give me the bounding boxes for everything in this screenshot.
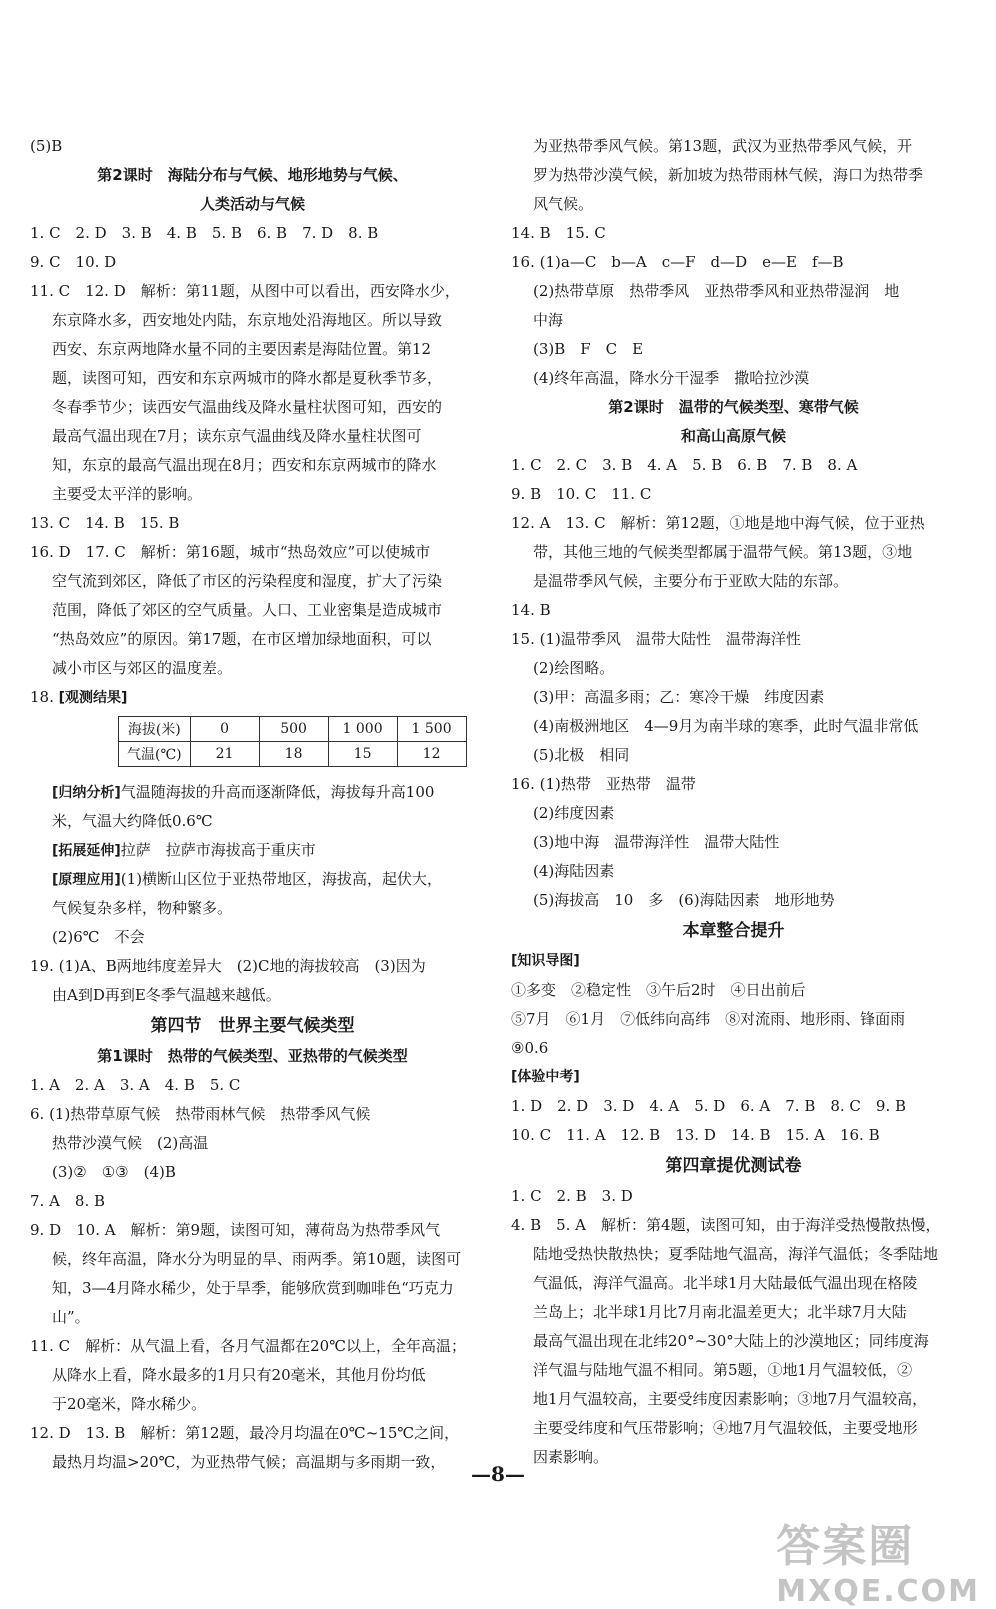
- table-cell: 21: [190, 742, 259, 767]
- answer-line: 热带沙漠气候 (2)高温: [52, 1134, 209, 1152]
- answer-line: 9. D 10. A 解析：第9题，读图可知，薄荷岛为热带季风气: [30, 1221, 441, 1239]
- table-cell: 15: [328, 742, 397, 767]
- test-heading: 第四章提优测试卷: [665, 1156, 802, 1176]
- answer-line: [30, 683, 475, 712]
- table-cell: 12: [397, 742, 466, 767]
- answer-line: 山”。: [52, 1308, 90, 1326]
- answer-line: 风气候。: [533, 195, 594, 213]
- answer-line: 16. (1)a—C b—A c—F d—D e—E f—B: [511, 253, 844, 271]
- answer-line: (3)地中海 温带海洋性 温带大陆性: [533, 833, 780, 851]
- watermark: [776, 1510, 980, 1609]
- answer-line: 12. A 13. C 解析：第12题，①地是地中海气候，位于亚热: [511, 514, 925, 532]
- answer-line: 主要受纬度和气压带影响；④地7月气温较低，主要受地形: [533, 1419, 918, 1437]
- answer-line: 是温带季风气候，主要分布于亚欧大陆的东部。: [533, 572, 849, 590]
- answer-line: (2)热带草原 热带季风 亚热带季风和亚热带湿润 地: [533, 282, 900, 300]
- table-row: [119, 717, 467, 742]
- answer-line: 11. C 12. D 解析：第11题，从图中可以看出，西安降水少，: [30, 282, 460, 300]
- answer-line: 于20毫米，降水稀少。: [52, 1395, 207, 1413]
- table-row: [119, 742, 467, 767]
- answer-line: (4)南极洲地区 4—9月为南半球的寒季，此时气温非常低: [533, 717, 919, 735]
- answer-line: 带，其他三地的气候类型都属于温带气候。第13题，③地: [533, 543, 913, 561]
- answer-text: 气温随海拔的升高而逐渐降低，海拔每升高100: [120, 783, 435, 801]
- answer-line: 16. D 17. C 解析：第16题，城市“热岛效应”可以使城市: [30, 543, 431, 561]
- answer-line: 空气流到郊区，降低了市区的污染程度和湿度，扩大了污染: [52, 572, 443, 590]
- answer-line: (3)B F C E: [533, 340, 644, 358]
- answer-line: 11. C 解析：从气温上看，各月气温都在20℃以上，全年高温；: [30, 1337, 466, 1355]
- section-tag: [观测结果]: [58, 690, 128, 706]
- answer-line: 为亚热带季风气候。第13题，武汉为亚热带季风气候，开: [533, 137, 913, 155]
- lesson-heading-cont: 和高山高原气候: [680, 427, 786, 445]
- answer-line: 1. C 2. C 3. B 4. A 5. B 6. B 7. B 8. A: [511, 456, 858, 474]
- answer-line: 9. C 10. D: [30, 253, 117, 271]
- answer-line: (2)绘图略。: [533, 659, 615, 677]
- page-number: —8—: [471, 1462, 525, 1486]
- lesson-heading: 第1课时 热带的气候类型、亚热带的气候类型: [97, 1047, 408, 1065]
- answer-line: 14. B 15. C: [511, 224, 606, 242]
- answer-line: 西安、东京两地降水量不同的主要因素是海陆位置。第12: [52, 340, 432, 358]
- answer-line: 气候复杂多样，物种繁多。: [52, 899, 233, 917]
- answer-line: 最热月均温>20℃，为亚热带气候；高温期与多雨期一致，: [52, 1453, 446, 1471]
- answer-line: 由A到D再到E冬季气温越来越低。: [52, 986, 281, 1004]
- answer-text: 拉萨 拉萨市海拔高于重庆市: [120, 841, 316, 859]
- answer-line: 主要受太平洋的影响。: [52, 485, 203, 503]
- answer-line: 冬春季节少；读西安气温曲线及降水量柱状图可知，西安的: [52, 398, 443, 416]
- answer-line: [30, 865, 475, 894]
- answer-line: 12. D 13. B 解析：第12题，最冷月均温在0℃~15℃之间，: [30, 1424, 460, 1442]
- answer-line: 洋气温与陆地气温不相同。第5题，①地1月气温较低，②: [533, 1361, 913, 1379]
- watermark-url: MXQE.COM: [776, 1574, 980, 1609]
- answer-line: 15. (1)温带季风 温带大陆性 温带海洋性: [511, 630, 801, 648]
- answer-line: (4)终年高温，降水分干湿季 撒哈拉沙漠: [533, 369, 810, 387]
- answer-line: 1. C 2. D 3. B 4. B 5. B 6. B 7. D 8. B: [30, 224, 379, 242]
- table-cell: 1 000: [328, 717, 397, 742]
- table-cell: 0: [190, 717, 259, 742]
- answer-line: 13. C 14. B 15. B: [30, 514, 180, 532]
- table-cell: 海拔(米): [119, 717, 191, 742]
- section-tag: [拓展延伸]: [52, 843, 121, 859]
- section-tag: [体验中考]: [511, 1069, 580, 1085]
- answer-line: 气温低，海洋气温高。北半球1月大陆最低气温出现在格陵: [533, 1274, 918, 1292]
- answer-line: 从降水上看，降水最多的1月只有20毫米，其他月份均低: [52, 1366, 426, 1384]
- answer-line: 6. (1)热带草原气候 热带雨林气候 热带季风气候: [30, 1105, 371, 1123]
- answer-line: (3)② ①③ (4)B: [52, 1163, 176, 1181]
- answer-line: 中海: [533, 311, 564, 329]
- section-tag: [原理应用]: [52, 872, 121, 888]
- answer-line: 兰岛上；北半球1月比7月南北温差更大；北半球7月大陆: [533, 1303, 907, 1321]
- table-cell: 1 500: [397, 717, 466, 742]
- answer-line: 题，读图可知，西安和东京两城市的降水都是夏秋季节多，: [52, 369, 443, 387]
- answer-line: (3)甲：高温多雨；乙：寒冷干燥 纬度因素: [533, 688, 825, 706]
- answer-line: [30, 778, 475, 807]
- answer-line: 9. B 10. C 11. C: [511, 485, 652, 503]
- section-tag: [知识导图]: [511, 953, 580, 969]
- answer-line: 知，东京的最高气温出现在8月；西安和东京两城市的降水: [52, 456, 437, 474]
- table-cell: 18: [259, 742, 328, 767]
- answer-line: (5)海拔高 10 多 (6)海陆因素 地形地势: [533, 891, 835, 909]
- answer-line: (4)海陆因素: [533, 862, 615, 880]
- answer-line: ⑤7月 ⑥1月 ⑦低纬向高纬 ⑧对流雨、地形雨、锋面雨: [511, 1010, 906, 1028]
- answer-line: 米，气温大约降低0.6℃: [52, 812, 213, 830]
- answer-line: (2)6℃ 不会: [52, 928, 145, 946]
- answer-line: 候，终年高温，降水分为明显的旱、雨两季。第10题，读图可: [52, 1250, 462, 1268]
- answer-line: 19. (1)A、B两地纬度差异大 (2)C地的海拔较高 (3)因为: [30, 957, 426, 975]
- answer-line: 东京降水多，西安地处内陆，东京地处沿海地区。所以导致: [52, 311, 443, 329]
- watermark-logo-text: 答案圈: [776, 1521, 915, 1572]
- answer-line: 10. C 11. A 12. B 13. D 14. B 15. A 16. B: [511, 1126, 880, 1144]
- answer-line: 7. A 8. B: [30, 1192, 106, 1210]
- answer-line: 1. A 2. A 3. A 4. B 5. C: [30, 1076, 241, 1094]
- answer-line: 范围，降低了郊区的空气质量。人口、工业密集是造成城市: [52, 601, 443, 619]
- answer-line: 地1月气温较高，主要受纬度因素影响；③地7月气温较高，: [533, 1390, 928, 1408]
- question-number: 18.: [30, 688, 59, 706]
- lesson-heading-cont: 人类活动与气候: [199, 195, 305, 213]
- answer-line: 1. C 2. B 3. D: [511, 1187, 633, 1205]
- answer-line: (2)纬度因素: [533, 804, 615, 822]
- observation-table-wrap: [30, 716, 475, 778]
- answer-text: (1)横断山区位于亚热带地区，海拔高，起伏大，: [120, 870, 443, 888]
- section-heading: 第四节 世界主要气候类型: [150, 1016, 355, 1036]
- answer-line: “热岛效应”的原因。第17题，在市区增加绿地面积，可以: [52, 630, 432, 648]
- answer-line: 减小市区与郊区的温度差。: [52, 659, 233, 677]
- table-cell: 500: [259, 717, 328, 742]
- table-cell: 气温(℃): [119, 742, 191, 767]
- answer-line: (5)B: [30, 137, 63, 155]
- answer-line: 16. (1)热带 亚热带 温带: [511, 775, 696, 793]
- answer-line: 知，3—4月降水稀少，处于旱季，能够欣赏到咖啡色“巧克力: [52, 1279, 454, 1297]
- observation-table: [118, 716, 467, 767]
- answer-line: ①多变 ②稳定性 ③午后2时 ④日出前后: [511, 981, 806, 999]
- left-column: [30, 132, 475, 1477]
- answer-line: 1. D 2. D 3. D 4. A 5. D 6. A 7. B 8. C 9. B: [511, 1097, 907, 1115]
- right-column: [511, 132, 956, 1472]
- answer-line: 最高气温出现在7月；读东京气温曲线及降水量柱状图可: [52, 427, 422, 445]
- answer-line: [30, 836, 475, 865]
- answer-line: 最高气温出现在北纬20°~30°大陆上的沙漠地区；同纬度海: [533, 1332, 929, 1350]
- chapter-heading: 本章整合提升: [682, 921, 785, 941]
- answer-line: ⑨0.6: [511, 1039, 549, 1057]
- answer-line: (5)北极 相同: [533, 746, 630, 764]
- answer-line: 陆地受热快散热快；夏季陆地气温高，海洋气温低；冬季陆地: [533, 1245, 939, 1263]
- lesson-heading: 第2课时 海陆分布与气候、地形地势与气候、: [97, 166, 408, 184]
- answer-line: 14. B: [511, 601, 551, 619]
- lesson-heading: 第2课时 温带的气候类型、寒带气候: [608, 398, 859, 416]
- section-tag: [归纳分析]: [52, 785, 121, 801]
- answer-line: 4. B 5. A 解析：第4题，读图可知，由于海洋受热慢散热慢，: [511, 1216, 941, 1234]
- answer-line: 因素影响。: [533, 1448, 609, 1466]
- answer-line: 罗为热带沙漠气候，新加坡为热带雨林气候，海口为热带季: [533, 166, 924, 184]
